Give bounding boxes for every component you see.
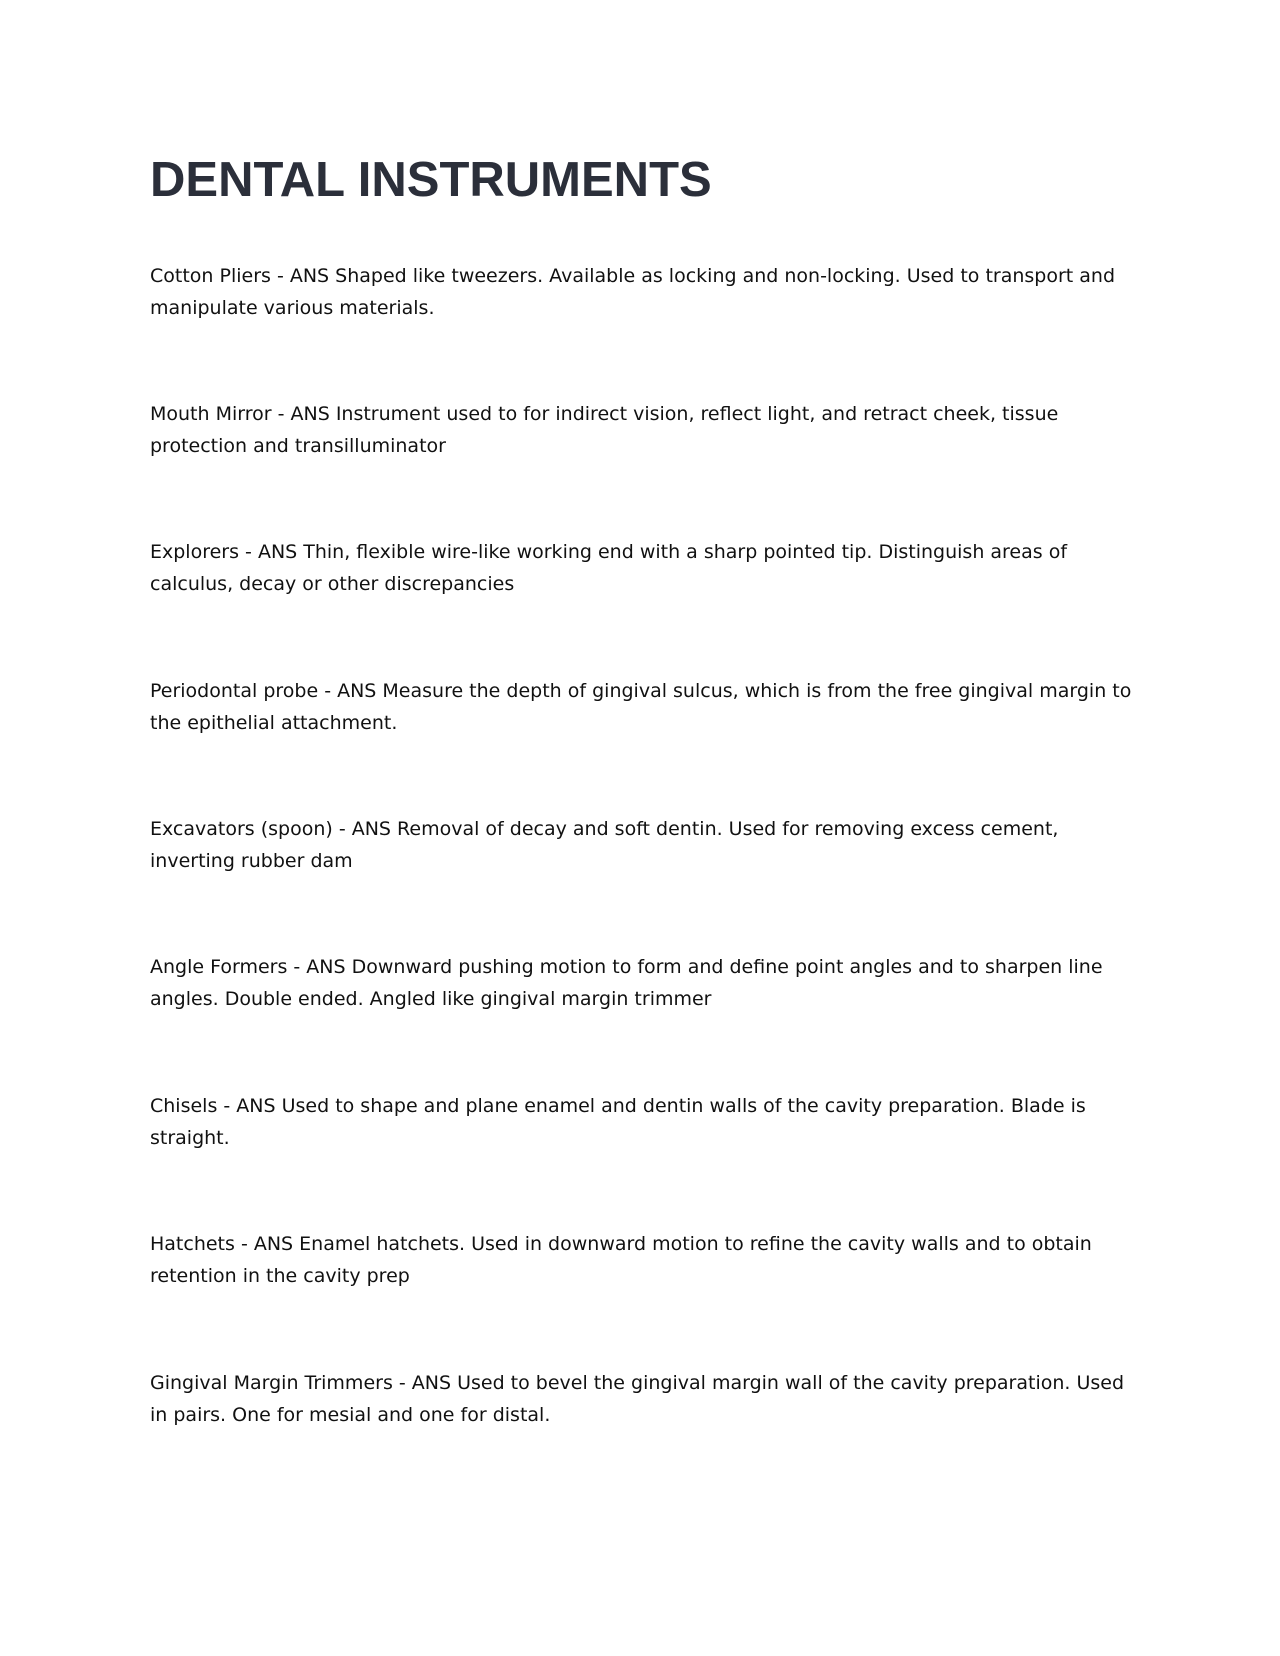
entry-periodontal-probe: Periodontal probe - ANS Measure the depth of gingival sulcus, which is from the free gingival margin to the epithelial attachment. xyxy=(150,680,1132,734)
document-title: DENTAL INSTRUMENTS xyxy=(150,153,712,207)
entry-excavators: Excavators (spoon) - ANS Removal of decay and soft dentin. Used for removing excess cement, inverting rubber dam xyxy=(150,818,1059,872)
entry-mouth-mirror: Mouth Mirror - ANS Instrument used to for indirect vision, reflect light, and retract cheek, tissue protection and transilluminator xyxy=(150,403,1059,457)
entry-explorers: Explorers - ANS Thin, flexible wire-like working end with a sharp pointed tip. Distinguish areas of calculus, decay or other discrepancies xyxy=(150,541,1068,595)
entry-chisels: Chisels - ANS Used to shape and plane enamel and dentin walls of the cavity preparation. Blade is straight. xyxy=(150,1095,1086,1149)
entry-cotton-pliers: Cotton Pliers - ANS Shaped like tweezers. Available as locking and non-locking. Used to transport and manipulate various materials. xyxy=(150,265,1116,319)
entry-gingival-margin-trimmers: Gingival Margin Trimmers - ANS Used to bevel the gingival margin wall of the cavity preparation. Used in pairs. One for mesial and one for distal. xyxy=(150,1372,1125,1426)
entry-hatchets: Hatchets - ANS Enamel hatchets. Used in downward motion to refine the cavity walls and to obtain retention in the cavity prep xyxy=(150,1233,1092,1287)
entry-angle-formers: Angle Formers - ANS Downward pushing motion to form and define point angles and to sharpen line angles. Double ended. Angled like gingival margin trimmer xyxy=(150,956,1103,1010)
